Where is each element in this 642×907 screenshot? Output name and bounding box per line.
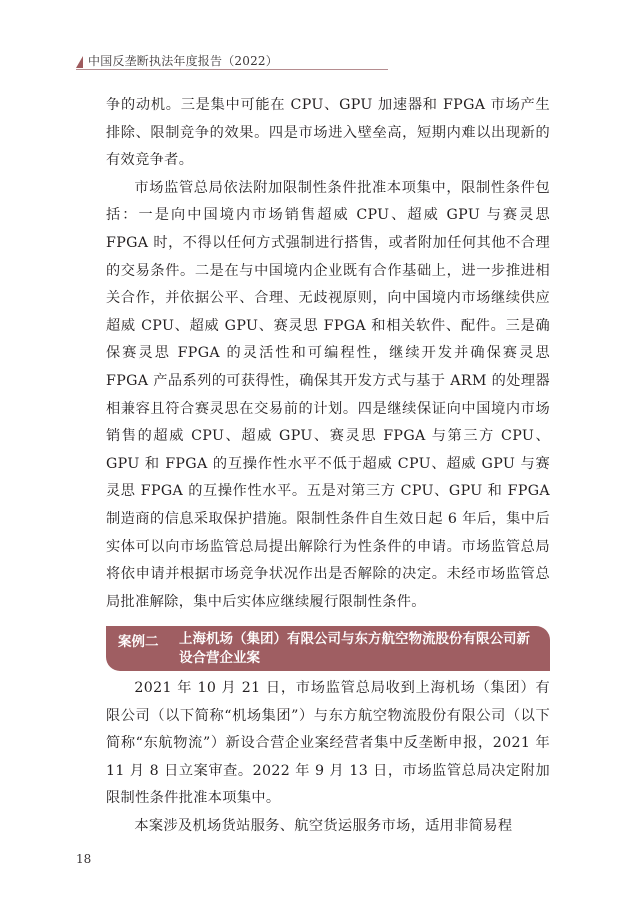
body-text	[106, 92, 550, 616]
header-divider	[76, 69, 388, 70]
running-header	[76, 50, 394, 74]
case-body-text	[106, 675, 550, 841]
header-triangle-mark	[76, 56, 83, 68]
paragraph-case-summary: 2021 年 10 月 21 日，市场监管总局收到上海机场（集团）有限公司（以下简称“机场集团”）与东方航空物流股份有限公司（以下简称“东航物流”）新设合营企业案经营者集中反垄断申报，2021 年 11 月 8 日立案审查。2022 年 9 月 13 日，市场监管总局决定附加限制性条件批准本项集中。	[106, 680, 550, 807]
page-number: 18	[76, 852, 92, 866]
paragraph-case-scope: 本案涉及机场货站服务、航空货运服务市场，适用非简易程	[134, 817, 513, 834]
case-title: 上海机场（集团）有限公司与东方航空物流股份有限公司新设合营企业案	[179, 631, 530, 666]
paragraph-continuation: 争的动机。三是集中可能在 CPU、GPU 加速器和 FPGA 市场产生排除、限制竞争的效果。四是市场进入壁垒高，短期内难以出现新的有效竞争者。	[106, 97, 550, 169]
running-header-title: 中国反垄断执法年度报告（2022）	[88, 54, 278, 68]
case-label: 案例二	[118, 634, 159, 650]
case-heading-banner	[106, 626, 550, 671]
paragraph-conditions: 市场监管总局依法附加限制性条件批准本项集中，限制性条件包括：一是向中国境内市场销售超威 CPU、超威 GPU 与赛灵思 FPGA 时，不得以任何方式强制进行搭售，或者附加任何其他不合理的交易条件。二是在与中国境内企业既有合作基础上，进一步推进相关合作，并依据公平、合理、无歧视原则，向中国境内市场继续供应超威 CPU、超威 GPU、赛灵思 FPGA 和相关软件、配件。三是确保赛灵思 FPGA 的灵活性和可编程性，继续开发并确保赛灵思 FPGA 产品系列的可获得性，确保其开发方式与基于 ARM 的处理器相兼容且符合赛灵思在交易前的计划。四是继续保证向中国境内市场销售的超威 CPU、超威 GPU、赛灵思 FPGA 与第三方 CPU、GPU 和 FPGA 的互操作性水平不低于超威 CPU、超威 GPU 与赛灵思 FPGA 的互操作性水平。五是对第三方 CPU、GPU 和 FPGA 制造商的信息采取保护措施。限制性条件自生效日起 6 年后，集中后实体可以向市场监管总局提出解除行为性条件的申请。市场监管总局将依申请并根据市场竞争状况作出是否解除的决定。未经市场监管总局批准解除，集中后实体应继续履行限制性条件。	[106, 179, 550, 610]
